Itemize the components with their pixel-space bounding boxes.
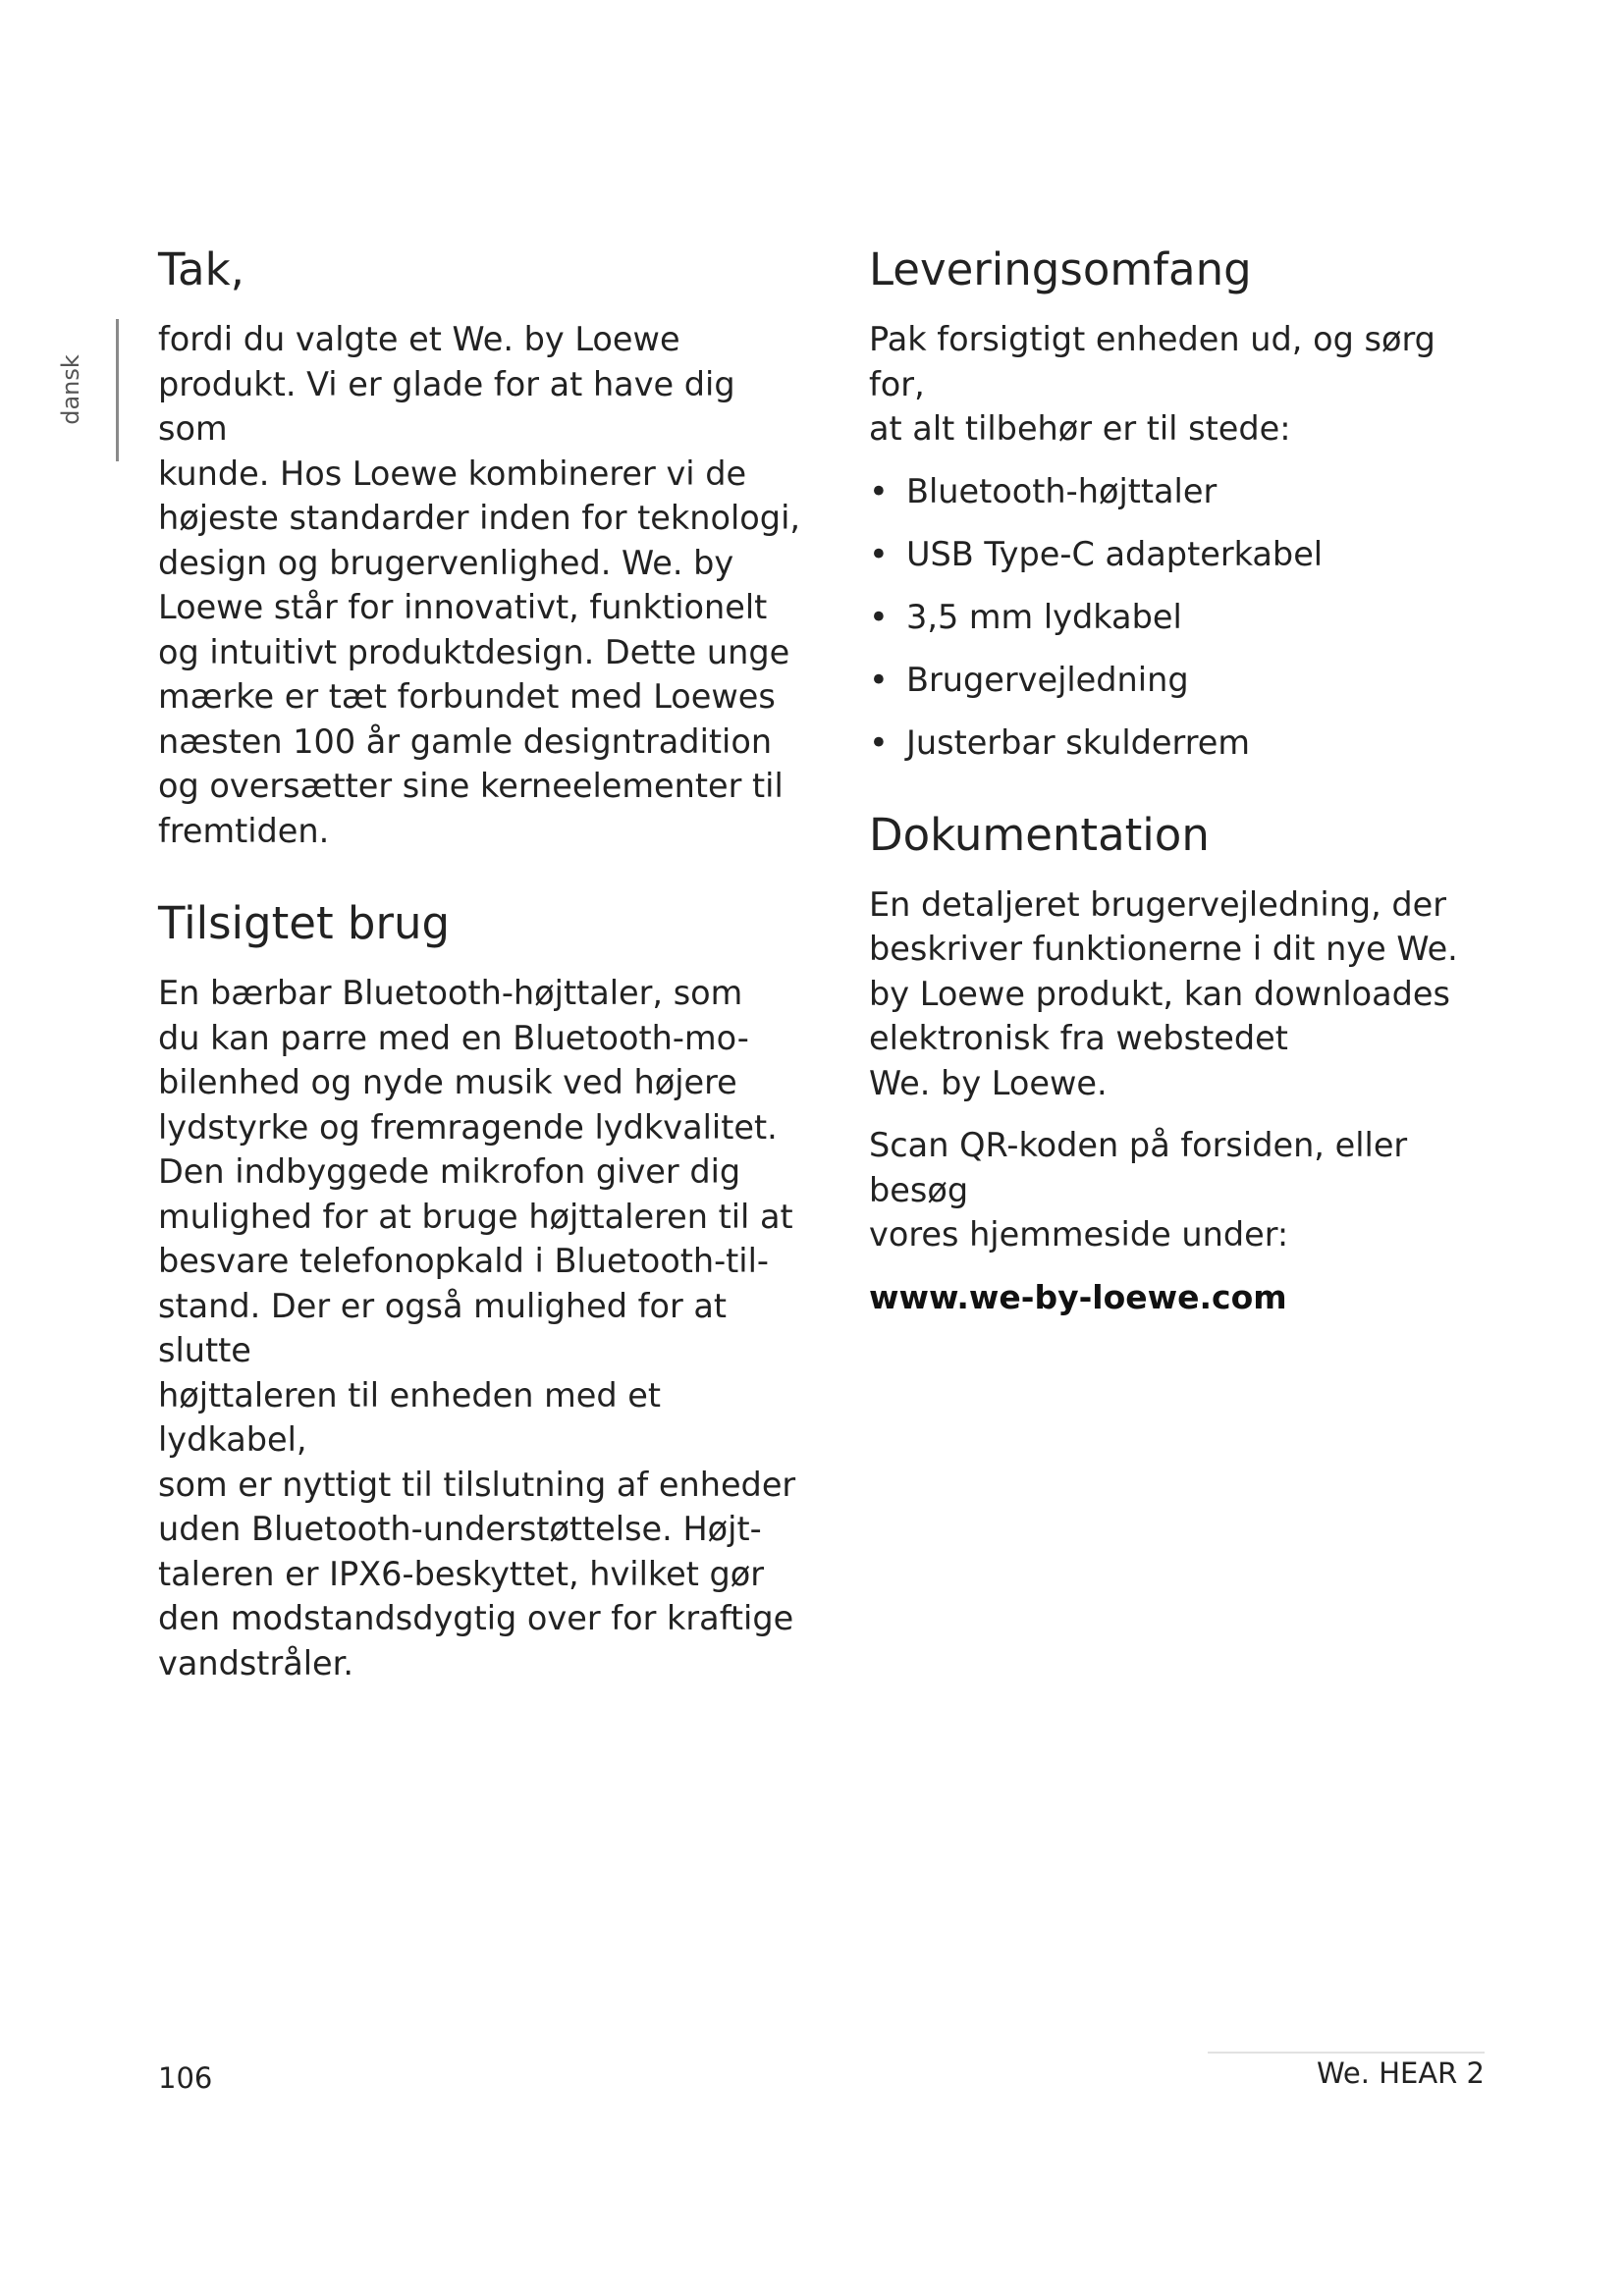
bullet-icon: • [869, 471, 889, 510]
list-item [869, 658, 1497, 702]
scan-line: vores hjemmeside under: [869, 1215, 1289, 1254]
intro-line: og intuitivt produktdesign. Dette unge [158, 632, 790, 671]
delivery-title: Leveringsomfang [869, 243, 1252, 295]
left-column [158, 240, 806, 1703]
scan-line: Scan QR-koden på forsiden, eller besøg [869, 1126, 1408, 1209]
doc-line: We. by Loewe. [869, 1063, 1108, 1102]
use-line: bilenhed og nyde musik ved højere [158, 1063, 737, 1101]
list-item [869, 721, 1497, 765]
documentation-title: Dokumentation [869, 808, 1210, 861]
documentation-paragraph [869, 882, 1497, 1106]
intro-title: Tak, [158, 243, 244, 295]
language-tab [59, 319, 118, 461]
list-item [869, 595, 1497, 639]
bullet-icon: • [869, 722, 889, 762]
intro-line: næsten 100 år gamle designtradition [158, 721, 773, 761]
doc-line: En detaljeret brugervejledning, der [869, 884, 1447, 924]
list-item-text: Justerbar skulderrem [906, 722, 1250, 762]
list-item-text: USB Type-C adapterkabel [906, 534, 1324, 573]
doc-line: beskriver funktionerne i dit nye We. [869, 930, 1458, 968]
page-number: 106 [158, 2061, 213, 2095]
delivery-intro-line: at alt tilbehør er til stede: [869, 409, 1291, 448]
use-line: stand. Der er også mulighed for at slutte [158, 1286, 728, 1369]
intended-use-title: Tilsigtet brug [158, 897, 451, 949]
use-line: vandstråler. [158, 1643, 354, 1682]
scan-paragraph [869, 1123, 1497, 1257]
language-label: dansk [57, 354, 84, 425]
intro-line: fordi du valgte et We. by Loewe [158, 320, 680, 358]
delivery-list [869, 469, 1497, 765]
doc-line: elektronisk fra webstedet [869, 1019, 1288, 1057]
right-column [869, 240, 1497, 1319]
use-line: som er nyttigt til tilslutning af enheder [158, 1465, 796, 1504]
use-line: uden Bluetooth-understøttelse. Højt- [158, 1510, 762, 1548]
intro-line: kunde. Hos Loewe kombinerer vi de [158, 454, 747, 493]
list-item-text: 3,5 mm lydkabel [906, 597, 1182, 636]
intro-line: mærke er tæt forbundet med Loewes [158, 677, 776, 716]
intended-use-paragraph [158, 971, 806, 1685]
use-line: den modstandsdygtig over for kraftige [158, 1599, 794, 1637]
list-item [869, 469, 1497, 513]
use-line: En bærbar Bluetooth-højttaler, som [158, 974, 743, 1012]
intro-line: produkt. Vi er glade for at have dig som [158, 364, 735, 448]
bullet-icon: • [869, 534, 889, 573]
language-tab-rule [116, 319, 119, 461]
intro-line: Loewe står for innovativt, funktionelt [158, 588, 768, 626]
use-line: taleren er IPX6-beskyttet, hvilket gør [158, 1554, 765, 1593]
use-line: besvare telefonopkald i Bluetooth-til- [158, 1242, 769, 1280]
use-line: du kan parre med en Bluetooth-mo- [158, 1018, 749, 1057]
use-line: lydstyrke og fremragende lydkvalitet. [158, 1107, 778, 1147]
delivery-intro [869, 317, 1497, 452]
list-item [869, 532, 1497, 576]
intro-line: højeste standarder inden for teknologi, [158, 499, 801, 537]
use-line: mulighed for at bruge højttaleren til at [158, 1197, 793, 1236]
bullet-icon: • [869, 660, 889, 699]
bullet-icon: • [869, 597, 889, 636]
intro-line: design og brugervenlighed. We. by [158, 543, 734, 582]
intro-line: og oversætter sine kerneelementer til [158, 767, 784, 805]
intro-line: fremtiden. [158, 811, 330, 850]
footer-divider [1208, 2052, 1485, 2054]
website-link[interactable]: www.we-by-loewe.com [869, 1277, 1287, 1316]
product-name: We. HEAR 2 [1316, 2056, 1485, 2090]
use-line: højttaleren til enheden med et lydkabel, [158, 1375, 662, 1459]
doc-line: by Loewe produkt, kan downloades [869, 974, 1450, 1013]
delivery-intro-line: Pak forsigtigt enheden ud, og sørg for, [869, 320, 1435, 403]
use-line: Den indbyggede mikrofon giver dig [158, 1152, 741, 1191]
intro-paragraph [158, 317, 806, 853]
list-item-text: Bluetooth-højttaler [906, 471, 1218, 510]
list-item-text: Brugervejledning [906, 660, 1189, 699]
